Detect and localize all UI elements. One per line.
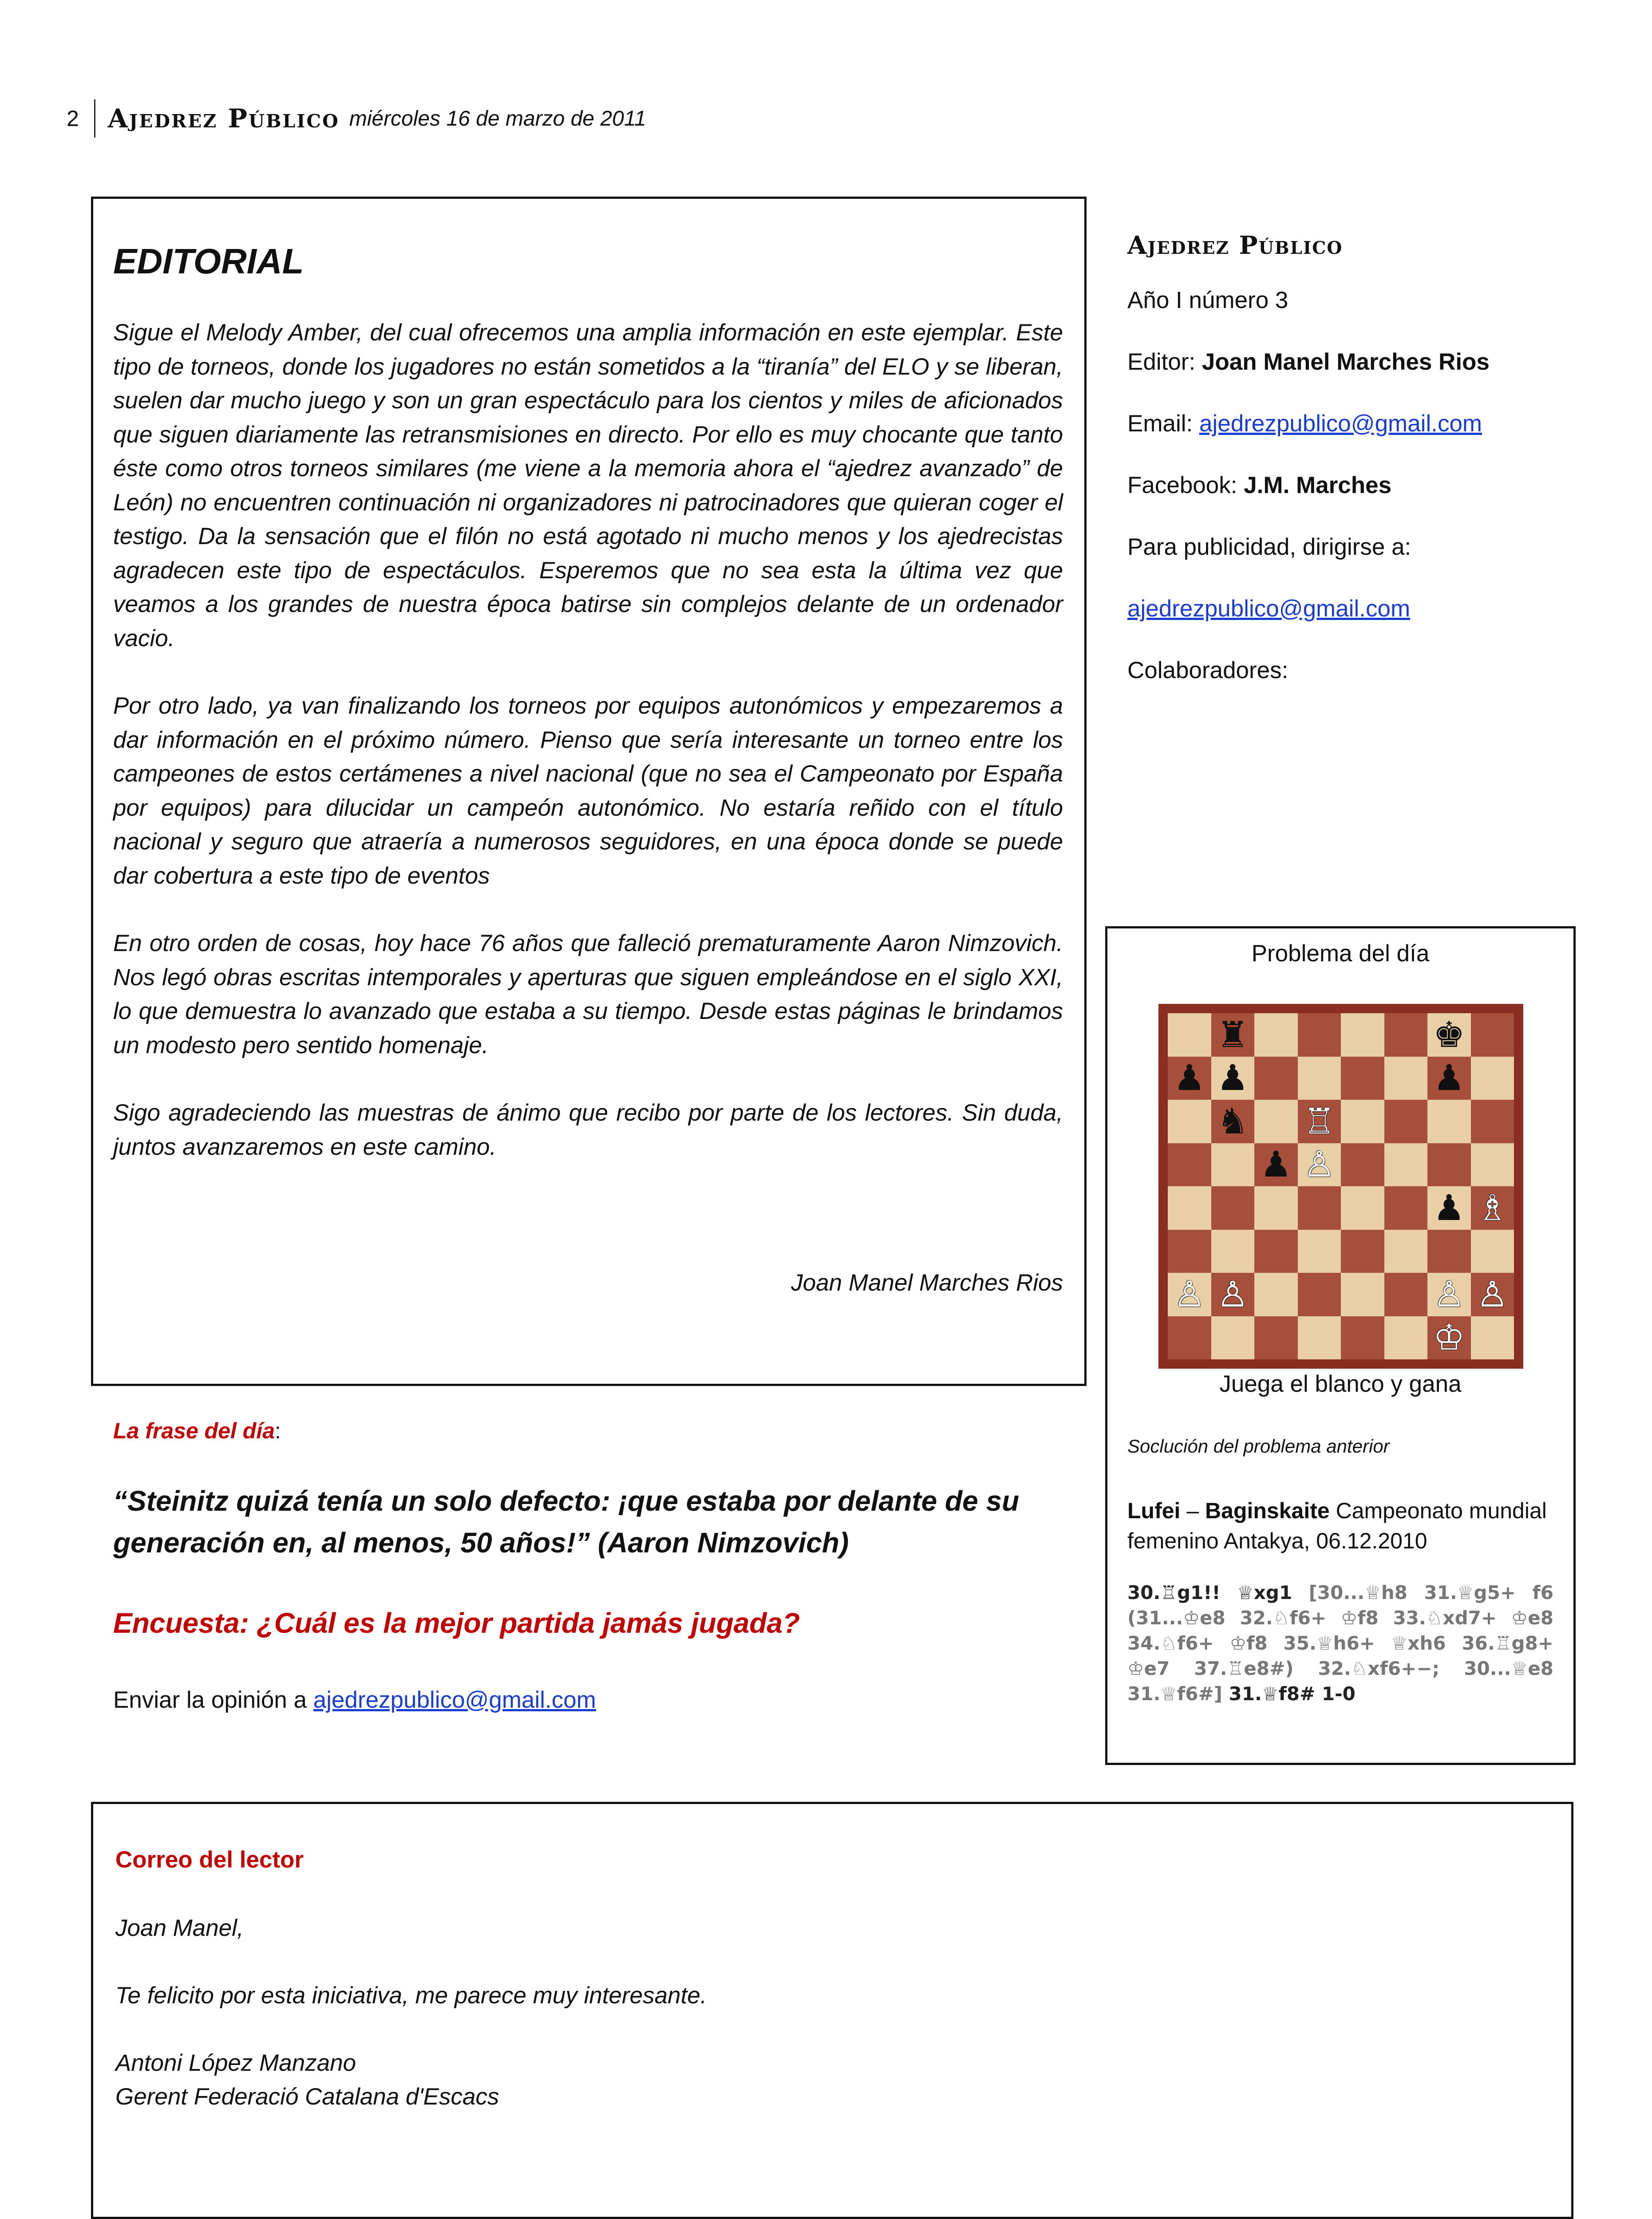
- editor-name: Joan Manel Marches Rios: [1201, 349, 1490, 375]
- chess-piece: ♖: [1303, 1100, 1336, 1142]
- board-square: [1427, 1316, 1471, 1360]
- board-square: [1384, 1057, 1428, 1100]
- board-square: [1341, 1273, 1384, 1316]
- board-square: [1254, 1143, 1298, 1187]
- editorial-paragraph: Por otro lado, ya van finalizando los torneos por equipos autonómicos y empezaremos a dar información en el próximo número. Pienso que sería interesante un torneo entre los campeones de estos certámenes a nivel nacional (que no sea el Campeonato por España por equipos) para dilucidar un campeón autonómico. No estaría reñido con el título nacional y seguro que atraería a numerosos seguidores, en una época donde se puede dar cobertura a este tipo de eventos: [113, 693, 1063, 889]
- chess-piece: ♟: [1173, 1057, 1205, 1099]
- chess-piece: ♟: [1433, 1187, 1465, 1228]
- board-square: [1471, 1013, 1514, 1057]
- chess-board: [1158, 1004, 1523, 1369]
- quote-label: La frase del día: [113, 1418, 275, 1443]
- issue-date: miércoles 16 de marzo de 2011: [349, 107, 646, 130]
- match-separator: –: [1180, 1498, 1205, 1523]
- chess-piece: ♗: [1476, 1187, 1509, 1228]
- masthead: Ajedrez Público: [107, 103, 340, 134]
- chess-piece: ♙: [1173, 1273, 1205, 1315]
- chess-piece: ♔: [1433, 1317, 1465, 1358]
- board-square: [1471, 1316, 1514, 1360]
- problem-caption: Juega el blanco y gana: [1219, 1371, 1462, 1397]
- quote-of-the-day: “Steinitz quizá tenía un solo defecto: ¡que estaba por delante de su generación en, al menos, 50 años!” (Aaron Nimzovich): [113, 1485, 1020, 1559]
- board-square: [1384, 1143, 1428, 1187]
- board-square: [1298, 1230, 1341, 1273]
- board-square: [1427, 1143, 1471, 1187]
- board-square: [1427, 1100, 1471, 1143]
- solution-match: [1127, 1496, 1562, 1556]
- editorial-body: [113, 316, 1063, 1198]
- ads-email-link[interactable]: ajedrezpublico@gmail.com: [1127, 596, 1411, 622]
- board-square: [1168, 1143, 1211, 1187]
- chess-piece: ♞: [1217, 1100, 1249, 1142]
- chess-piece: ♚: [1433, 1014, 1465, 1055]
- board-square: [1427, 1273, 1471, 1316]
- mail-author-title: Gerent Federació Catalana d'Escacs: [115, 2084, 499, 2110]
- board-square: [1298, 1057, 1341, 1100]
- chess-piece: ♙: [1433, 1273, 1465, 1315]
- editorial-signature: Joan Manel Marches Rios: [791, 1270, 1063, 1296]
- board-square: [1254, 1273, 1298, 1316]
- header-divider: [94, 99, 95, 138]
- main-moves: 30.♖g1!! ♕xg1: [1127, 1582, 1309, 1603]
- board-square: [1211, 1230, 1255, 1273]
- mail-greeting: Joan Manel,: [115, 1915, 244, 1941]
- board-square: [1427, 1013, 1471, 1057]
- board-square: [1341, 1186, 1384, 1230]
- email-label: Email:: [1127, 411, 1199, 437]
- editorial-paragraph: Sigue el Melody Amber, del cual ofrecemos una amplia información en este ejemplar. Este tipo de torneos, donde los jugadores no están sometidos a la “tiranía” del ELO y se liberan, suelen dar mucho juego y son un gran espectáculo para los cientos y miles de aficionados que siguen diariamente las retransmisiones en directo. Por ello es muy chocante que tanto éste como otros torneos similares (me viene a la memoria ahora el “ajedrez avanzado” de León) no encuentren continuación ni organizadores ni patrocinadores que quieran coger el testigo. Da la sensación que el filón no está agotado ni mucho menos y los ajedrecistas agradecen este tipo de espectáculos. Esperemos que no sea esta la última vez que veamos a los grandes de nuestra época batirse sin complejos delante de un ordenador vacio.: [113, 320, 1063, 651]
- editorial-paragraph: En otro orden de cosas, hoy hace 76 años que falleció prematuramente Aaron Nimzovich. Nos legó obras escritas intemporales y aperturas que siguen empleándose en el siglo XXI, lo que demuestra lo avanzado que estaba a su tiempo. Desde estas páginas le brindamos un modesto pero sentido homenaje.: [113, 930, 1063, 1058]
- board-square: [1254, 1013, 1298, 1057]
- poll-send-label: Enviar la opinión a: [113, 1687, 313, 1713]
- board-square: [1211, 1143, 1255, 1187]
- board-square: [1298, 1100, 1341, 1143]
- variation-moves: [30...♕h8 31.♕g5+ f6 (31...♔e8 32.♘f6+ ♔f8 33.♘xd7+ ♔e8 34.♘f6+ ♔f8 35.♕h6+ ♕xh6 36.♖g8+ ♔e7 37.♖e8#) 32.♘xf6+−; 30...♕e8 31.♕f6#]: [1127, 1582, 1553, 1705]
- board-square: [1341, 1316, 1384, 1360]
- chess-piece: ♟: [1260, 1144, 1292, 1185]
- board-square: [1168, 1100, 1211, 1143]
- facebook-line: [1127, 472, 1616, 499]
- quote-label-line: [113, 1418, 281, 1444]
- board-square: [1427, 1186, 1471, 1230]
- ads-label: Para publicidad, dirigirse a:: [1127, 534, 1411, 560]
- problem-title: Problema del día: [1251, 940, 1430, 967]
- poll-send-line: [113, 1686, 596, 1714]
- email-line: [1127, 410, 1616, 437]
- info-title: Ajedrez Público: [1127, 231, 1343, 260]
- board-square: [1211, 1186, 1255, 1230]
- solution-label: Soclución del problema anterior: [1127, 1436, 1390, 1457]
- board-square: [1168, 1273, 1211, 1316]
- page-header: [67, 99, 646, 138]
- board-square: [1298, 1316, 1341, 1360]
- board-square: [1341, 1057, 1384, 1100]
- board-square: [1471, 1100, 1514, 1143]
- board-square: [1298, 1013, 1341, 1057]
- chess-piece: ♙: [1217, 1273, 1249, 1315]
- final-moves: 31.♕f8# 1-0: [1222, 1683, 1356, 1705]
- board-square: [1211, 1273, 1255, 1316]
- editorial-paragraph: Sigo agradeciendo las muestras de ánimo que recibo por parte de los lectores. Sin duda, juntos avanzaremos en este camino.: [113, 1100, 1063, 1160]
- board-square: [1168, 1057, 1211, 1100]
- chess-piece: ♙: [1476, 1273, 1509, 1315]
- board-square: [1471, 1186, 1514, 1230]
- chess-piece: ♟: [1433, 1057, 1465, 1099]
- board-square: [1211, 1013, 1255, 1057]
- mail-author: Antoni López Manzano: [115, 2050, 356, 2076]
- chess-piece: ♟: [1217, 1057, 1249, 1099]
- board-square: [1298, 1273, 1341, 1316]
- collaborators-label: Colaboradores:: [1127, 657, 1288, 683]
- page-number: 2: [67, 106, 79, 131]
- board-square: [1168, 1230, 1211, 1273]
- board-square: [1471, 1143, 1514, 1187]
- chess-piece: ♜: [1217, 1014, 1249, 1055]
- board-square: [1384, 1230, 1428, 1273]
- match-black-player: Baginskaite: [1205, 1498, 1330, 1523]
- board-square: [1211, 1100, 1255, 1143]
- board-square: [1471, 1230, 1514, 1273]
- board-square: [1254, 1186, 1298, 1230]
- reader-mail-body: [115, 1911, 707, 2114]
- board-square: [1211, 1316, 1255, 1360]
- board-square: [1384, 1273, 1428, 1316]
- board-square: [1254, 1100, 1298, 1143]
- chess-board-grid: [1168, 1013, 1514, 1359]
- board-square: [1471, 1273, 1514, 1316]
- mail-message: Te felicito por esta iniciativa, me parece muy interesante.: [115, 1982, 707, 2009]
- match-event: Campeonato mundial femenino Antakya, 06.12.2010: [1127, 1498, 1547, 1553]
- board-square: [1341, 1143, 1384, 1187]
- publication-info: [1127, 231, 1616, 719]
- board-square: [1384, 1186, 1428, 1230]
- solution-moves: [1127, 1580, 1553, 1706]
- board-square: [1384, 1100, 1428, 1143]
- editor-line: [1127, 348, 1616, 375]
- issue-number: Año I número 3: [1127, 287, 1288, 313]
- editor-label: Editor:: [1127, 349, 1202, 375]
- board-square: [1341, 1230, 1384, 1273]
- board-square: [1168, 1316, 1211, 1360]
- reader-mail-title: Correo del lector: [115, 1847, 304, 1873]
- poll-email-link[interactable]: ajedrezpublico@gmail.com: [313, 1687, 596, 1713]
- chess-piece: ♙: [1303, 1144, 1336, 1185]
- email-link[interactable]: ajedrezpublico@gmail.com: [1199, 411, 1482, 437]
- quote-label-colon: :: [275, 1418, 281, 1443]
- facebook-name: J.M. Marches: [1244, 472, 1392, 498]
- board-square: [1384, 1316, 1428, 1360]
- board-square: [1254, 1230, 1298, 1273]
- ads-email-line: [1127, 595, 1616, 622]
- editorial-title: EDITORIAL: [113, 241, 304, 281]
- poll-question: Encuesta: ¿Cuál es la mejor partida jamás jugada?: [113, 1607, 800, 1639]
- board-square: [1427, 1230, 1471, 1273]
- facebook-label: Facebook:: [1127, 472, 1244, 498]
- board-square: [1168, 1013, 1211, 1057]
- board-square: [1254, 1057, 1298, 1100]
- match-white-player: Lufei: [1127, 1498, 1181, 1523]
- board-square: [1211, 1057, 1255, 1100]
- board-square: [1341, 1013, 1384, 1057]
- board-square: [1298, 1143, 1341, 1187]
- board-square: [1471, 1057, 1514, 1100]
- board-square: [1298, 1186, 1341, 1230]
- board-square: [1254, 1316, 1298, 1360]
- board-square: [1427, 1057, 1471, 1100]
- board-square: [1168, 1186, 1211, 1230]
- board-square: [1341, 1100, 1384, 1143]
- board-square: [1384, 1013, 1428, 1057]
